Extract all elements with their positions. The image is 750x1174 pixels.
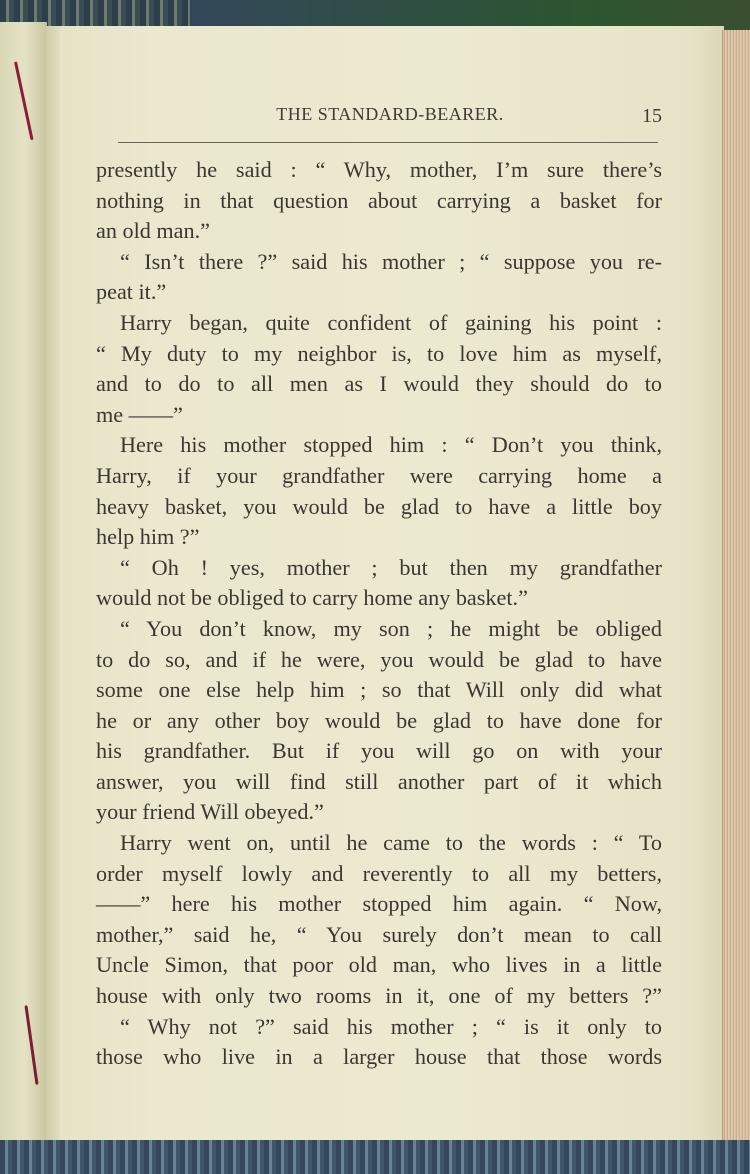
text-line: some one else help him ; so that Will only did what [96, 677, 662, 703]
text-line: answer, you will find still another part of it which [96, 768, 662, 794]
text-line: “ You don’t know, my son ; he might be obliged [120, 615, 662, 641]
text-line: those who live in a larger house that those words [96, 1044, 662, 1070]
text-line: Uncle Simon, that poor old man, who lives in a little [96, 952, 662, 978]
text-line: ——” here his mother stopped him again. “ Now, [96, 891, 662, 917]
text-line: nothing in that question about carrying a basket for [96, 187, 662, 213]
running-head [118, 101, 662, 131]
text-line: “ My duty to my neighbor is, to love him as myself, [96, 340, 662, 366]
page-number: 15 [642, 105, 662, 127]
text-line: mother,” said he, “ You surely don’t mean to call [96, 921, 662, 947]
text-line: peat it.” [96, 279, 167, 305]
text-line: house with only two rooms in it, one of my betters ?” [96, 983, 662, 1009]
text-line: would not be obliged to carry home any basket.” [96, 585, 528, 611]
text-line: to do so, and if he were, you would be glad to have [96, 646, 662, 672]
text-line: Harry, if your grandfather were carrying home a [96, 462, 662, 488]
text-line: presently he said : “ Why, mother, I’m sure there’s [96, 157, 662, 182]
text-line: help him ?” [96, 524, 200, 550]
bottom-cover-cloth [0, 1140, 750, 1174]
text-line: order myself lowly and reverently to all my betters, [96, 860, 662, 886]
text-line: “ Why not ?” said his mother ; “ is it only to [120, 1013, 662, 1039]
text-line: “ Isn’t there ?” said his mother ; “ suppose you re- [120, 248, 662, 274]
previous-page-edge [0, 22, 47, 1142]
body-text [96, 155, 662, 1073]
text-line: Harry began, quite confident of gaining his point : [120, 309, 662, 335]
text-line: “ Oh ! yes, mother ; but then my grandfather [120, 554, 662, 580]
text-line: an old man.” [96, 218, 210, 244]
text-line: heavy basket, you would be glad to have a little boy [96, 493, 662, 519]
text-line: your friend Will obeyed.” [96, 799, 324, 825]
header-rule [118, 142, 658, 143]
text-line: me ——” [96, 401, 183, 427]
running-title: THE STANDARD-BEARER. [276, 104, 504, 124]
page-fore-edge [722, 30, 750, 1152]
text-line: and to do to all men as I would they should do to [96, 371, 662, 397]
text-line: Harry went on, until he came to the words : “ To [120, 830, 662, 856]
text-line: he or any other boy would be glad to have done for [96, 707, 662, 733]
text-line: Here his mother stopped him : “ Don’t you think, [120, 432, 662, 458]
text-line: his grandfather. But if you will go on with your [96, 738, 662, 764]
